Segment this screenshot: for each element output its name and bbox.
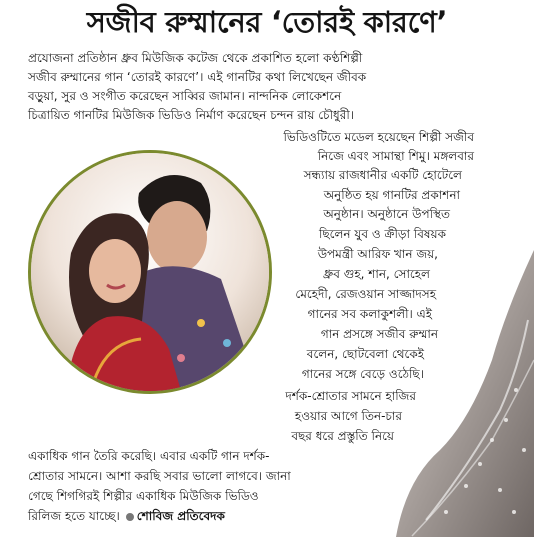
article-line: গেছে শিগগিরই শিল্পীর একাধিক মিউজিক ভিডিও xyxy=(28,489,259,503)
headline: সজীব রুম্মানের ‘তোরই কারণে’ xyxy=(86,5,448,39)
article-line: মেহেদী, রেজওয়ান সাজ্জাদসহ xyxy=(295,287,436,301)
article-line: চিত্রায়িত গানটির মিউজিক ভিডিও নির্মাণ করেছেন চন্দন রায় চৌধুরী। xyxy=(28,108,355,122)
article-line: একাধিক গান তৈরি করেছি। এবার একটি গান দর্শক- xyxy=(28,449,270,463)
article-line: ভিডিওটিতে মডেল হয়েছেন শিল্পী সজীব xyxy=(283,130,474,144)
article-line: দর্শক-শ্রোতার সামনে হাজির xyxy=(285,389,416,403)
article-line xyxy=(28,507,225,526)
article-line: অনুষ্ঠিত হয় গানটির প্রকাশনা xyxy=(323,188,460,202)
article-line: গানের সঙ্গে বেড়ে ওঠেছি। xyxy=(301,367,424,381)
article-line: ছিলেন যুব ও ক্রীড়া বিষয়ক xyxy=(318,227,446,241)
bullet-icon xyxy=(126,513,134,521)
article-line: বছর ধরে প্রস্তুতি নিয়ে xyxy=(291,429,394,443)
article-line: হওয়ার আগে তিন-চার xyxy=(294,409,402,423)
couple-photo xyxy=(28,150,272,394)
article-line: অনুষ্ঠান। অনুষ্ঠানে উপস্থিত xyxy=(323,207,450,221)
decorative-fabric-image xyxy=(396,250,534,537)
article-line: নিজে এবং সামান্থা শিমু। মঙ্গলবার xyxy=(317,149,474,163)
couple-photo-illustration xyxy=(31,153,269,391)
article-line: গানের সব কলাকুশলী। এই xyxy=(307,307,432,321)
article-line: গান প্রসঙ্গে সজীব রুম্মান xyxy=(320,327,438,341)
article-line: সন্ধ্যায় রাজধানীর একটি হোটেলে xyxy=(303,168,462,182)
article-line: প্রযোজনা প্রতিষ্ঠান ধ্রুব মিউজিক কটেজ থেকে প্রকাশিত হলো কণ্ঠশিল্পী xyxy=(28,51,363,65)
fabric-illustration xyxy=(396,250,534,537)
article-line-end: রিলিজ হতে যাচ্ছে। xyxy=(28,509,120,523)
article-line: উপমন্ত্রী আরিফ খান জয়, xyxy=(317,247,438,261)
byline: শোবিজ প্রতিবেদক xyxy=(136,509,225,523)
article-line: বড়ুয়া, সুর ও সংগীত করেছেন সাব্বির জামান। নান্দনিক লোকেশনে xyxy=(28,89,342,103)
article-line: ধ্রুব গুহ, শান, সোহেল xyxy=(323,267,430,281)
article-line: সজীব রুম্মানের গান ‘তোরই কারণে’। এই গানটির কথা লিখেছেন জীবক xyxy=(28,70,367,84)
article-line: শ্রোতার সামনে। আশা করছি সবার ভালো লাগবে। জানা xyxy=(28,469,291,483)
article-line: বলেন, ছোটবেলা থেকেই xyxy=(306,347,424,361)
